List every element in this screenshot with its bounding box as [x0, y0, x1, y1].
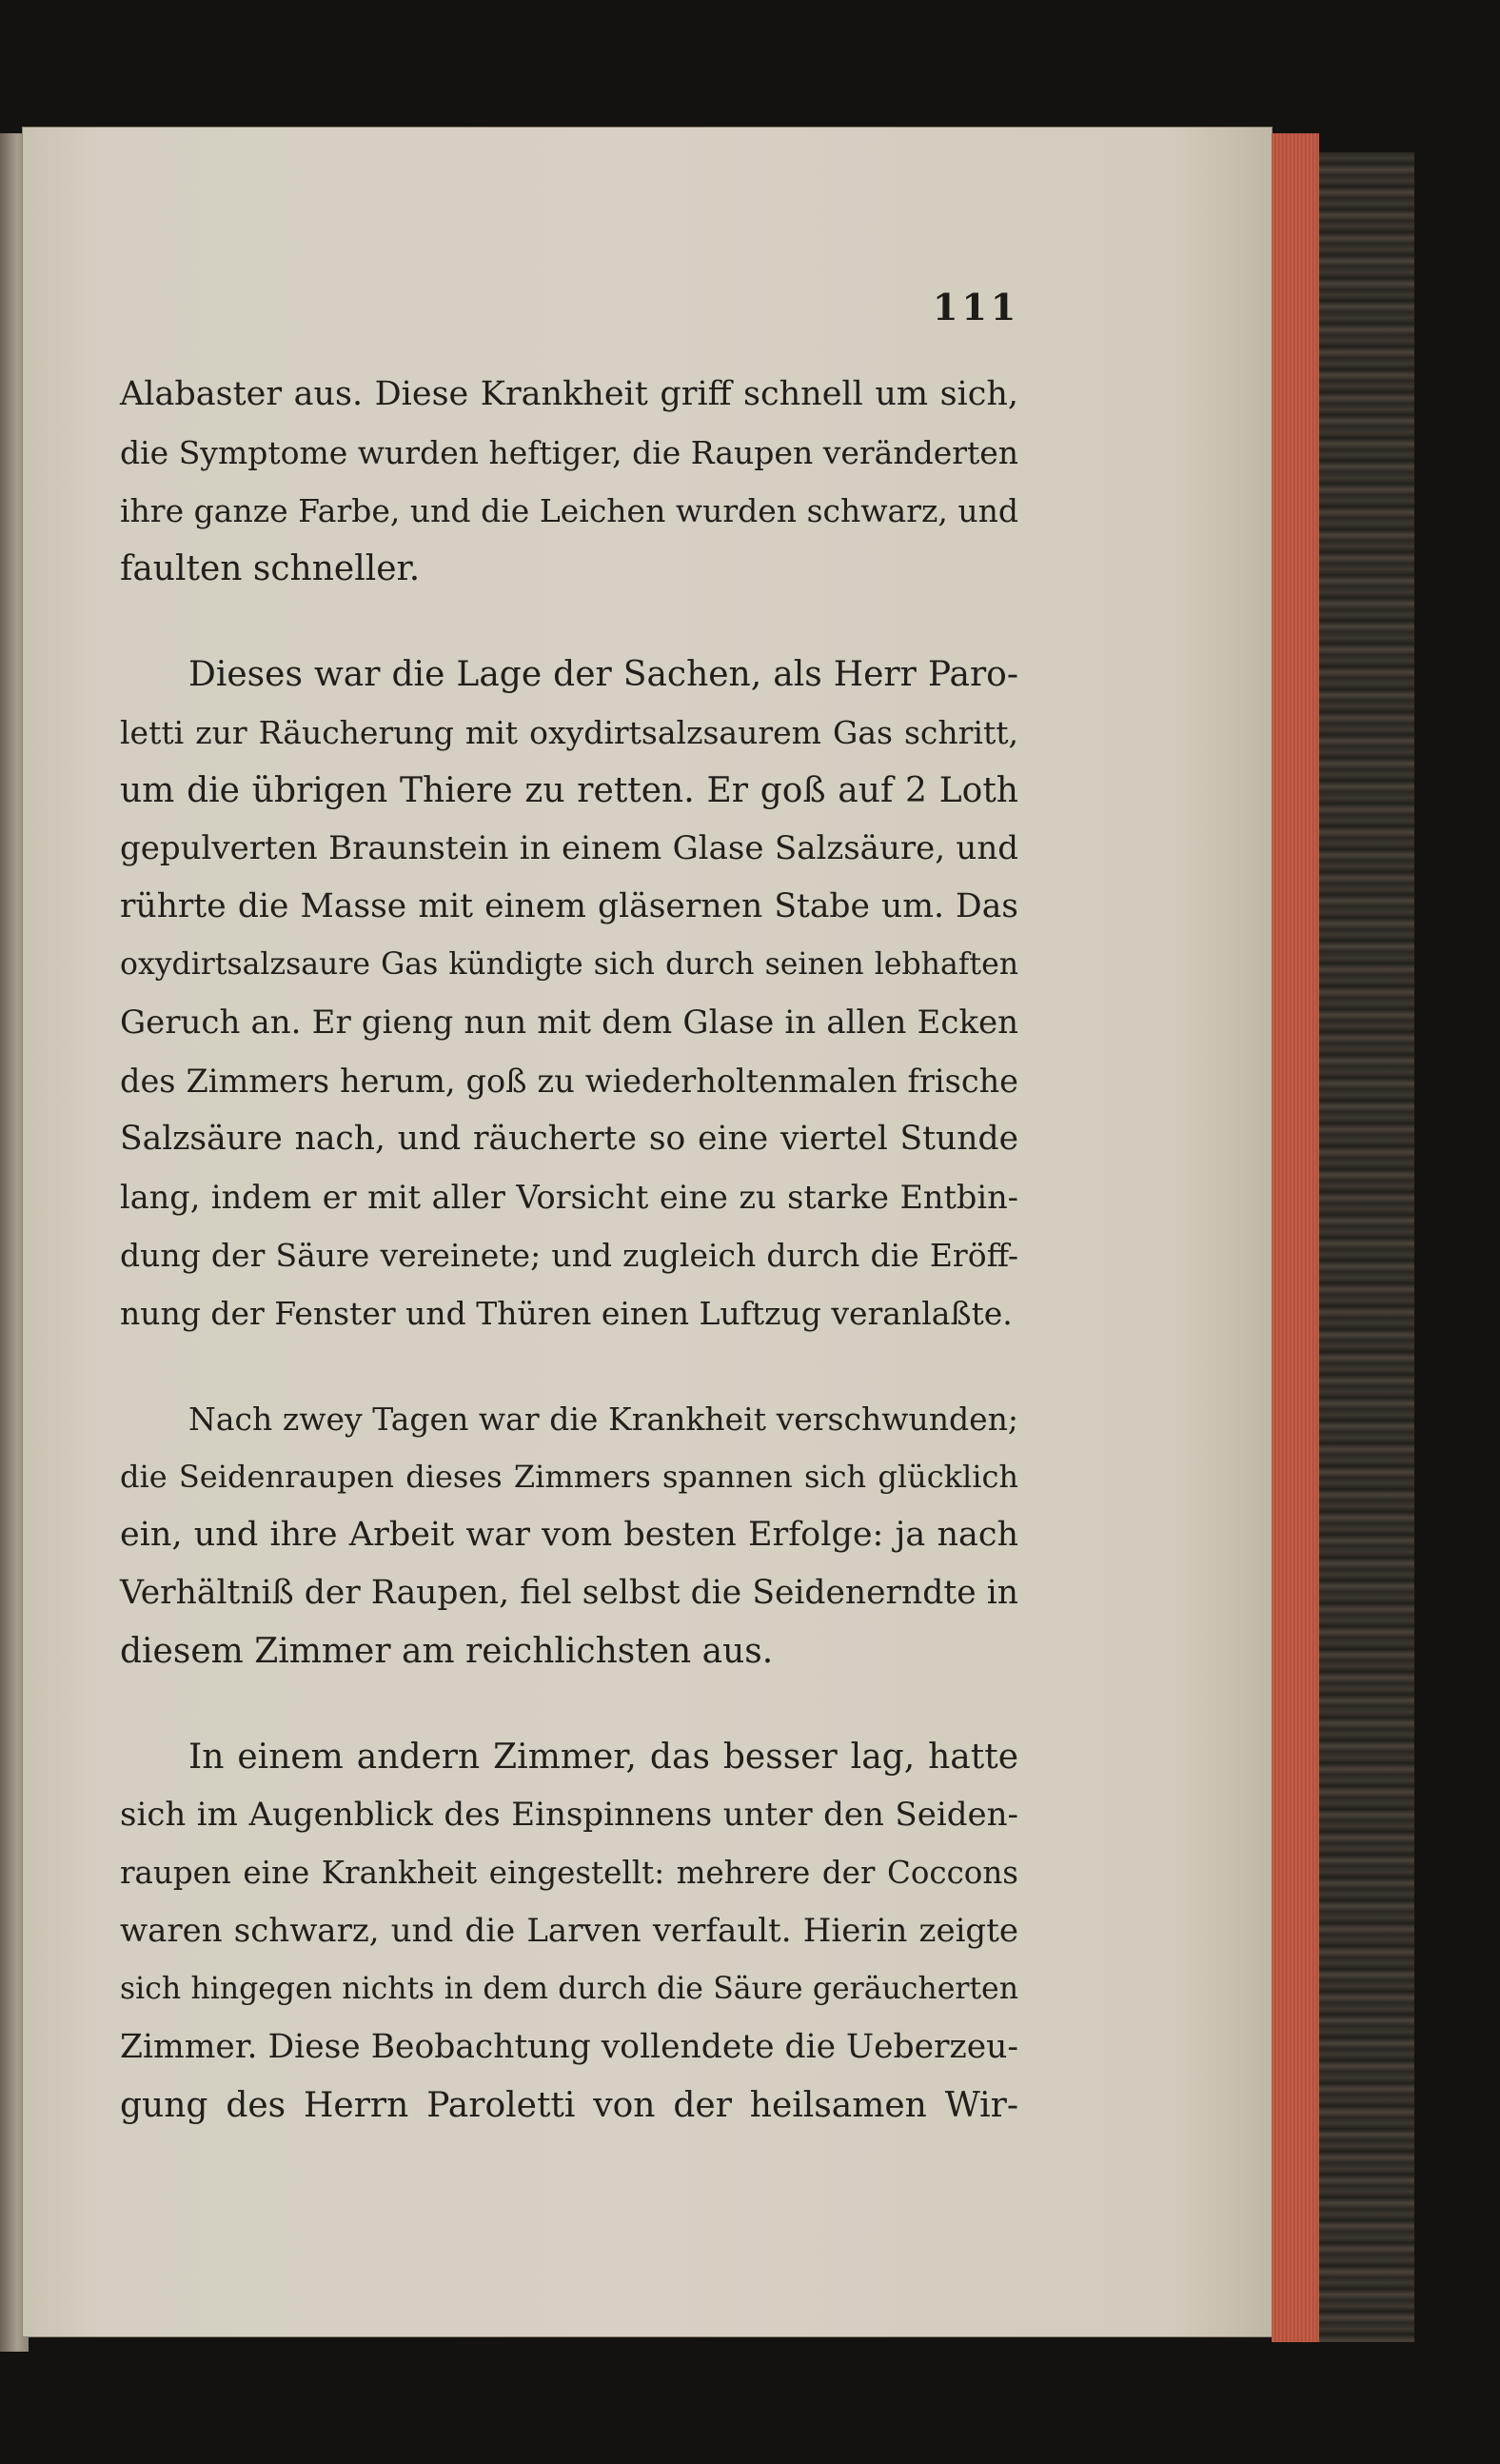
text-line: sich im Augenblick des Einspinnens unter den Seiden-: [120, 1796, 1018, 1834]
body-text: [120, 366, 1018, 2135]
text-line: waren schwarz, und die Larven verfault. Hierin zeigte: [120, 1912, 1018, 1950]
text-line: nung der Fenster und Thüren einen Luftzug veranlaßte.: [120, 1295, 1013, 1332]
text-line: des Zimmers herum, goß zu wiederholtenmalen frische: [120, 1063, 1018, 1100]
text-line: faulten schneller.: [120, 549, 421, 588]
text-line: die Seidenraupen dieses Zimmers spannen sich glücklich: [120, 1459, 1018, 1495]
text-line: Geruch an. Er gieng nun mit dem Glase in allen Ecken: [120, 1003, 1018, 1042]
text-line: die Symptome wurden heftiger, die Raupen veränderten: [120, 434, 1019, 471]
text-line: Salzsäure nach, und räucherte so eine viertel Stunde: [120, 1120, 1018, 1158]
text-line: Alabaster aus. Diese Krankheit griff schnell um sich,: [120, 375, 1018, 413]
text-line: ihre ganze Farbe, und die Leichen wurden schwarz, und: [120, 492, 1018, 529]
text-line: oxydirtsalzsaure Gas kündigte sich durch seinen lebhaften: [120, 947, 1018, 982]
text-line: dung der Säure vereinete; und zugleich durch die Eröff-: [120, 1237, 1018, 1274]
paragraph-4: [120, 1728, 1018, 2135]
book-binding: [1319, 152, 1414, 2342]
text-line: In einem andern Zimmer, das besser lag, hatte: [188, 1738, 1018, 1777]
text-line: Dieses war die Lage der Sachen, als Herr Paro-: [188, 655, 1018, 694]
text-line: Zimmer. Diese Beobachtung vollendete die Ueberzeu-: [120, 2028, 1018, 2066]
text-line: letti zur Räucherung mit oxydirtsalzsaurem Gas schritt,: [120, 714, 1018, 751]
text-line: lang, indem er mit aller Vorsicht eine zu starke Entbin-: [120, 1179, 1018, 1216]
page-number: 111: [933, 286, 1020, 328]
text-line: ein, und ihre Arbeit war vom besten Erfolge: ja nach: [120, 1516, 1018, 1554]
paragraph-2: [120, 646, 1018, 1342]
paragraph-1: [120, 366, 1018, 598]
page-block-edge: [1272, 133, 1319, 2342]
text-line: diesem Zimmer am reichlichsten aus.: [120, 1632, 774, 1671]
text-line: rührte die Masse mit einem gläsernen Stabe um. Das: [120, 887, 1018, 925]
text-line: raupen eine Krankheit eingestellt: mehrere der Coccons: [120, 1855, 1018, 1891]
text-line: gepulverten Braunstein in einem Glase Salzsäure, und: [120, 829, 1018, 867]
text-line: sich hingegen nichts in dem durch die Säure geräucherten: [120, 1972, 1018, 2006]
text-line: um die übrigen Thiere zu retten. Er goß auf 2 Loth: [120, 771, 1018, 810]
text-line: gung des Herrn Paroletti von der heilsamen Wir-: [120, 2086, 1018, 2125]
text-line: Verhältniß der Raupen, fiel selbst die Seidenerndte in: [120, 1574, 1018, 1612]
paragraph-3: [120, 1390, 1018, 1680]
text-line: Nach zwey Tagen war die Krankheit verschwunden;: [188, 1401, 1018, 1438]
